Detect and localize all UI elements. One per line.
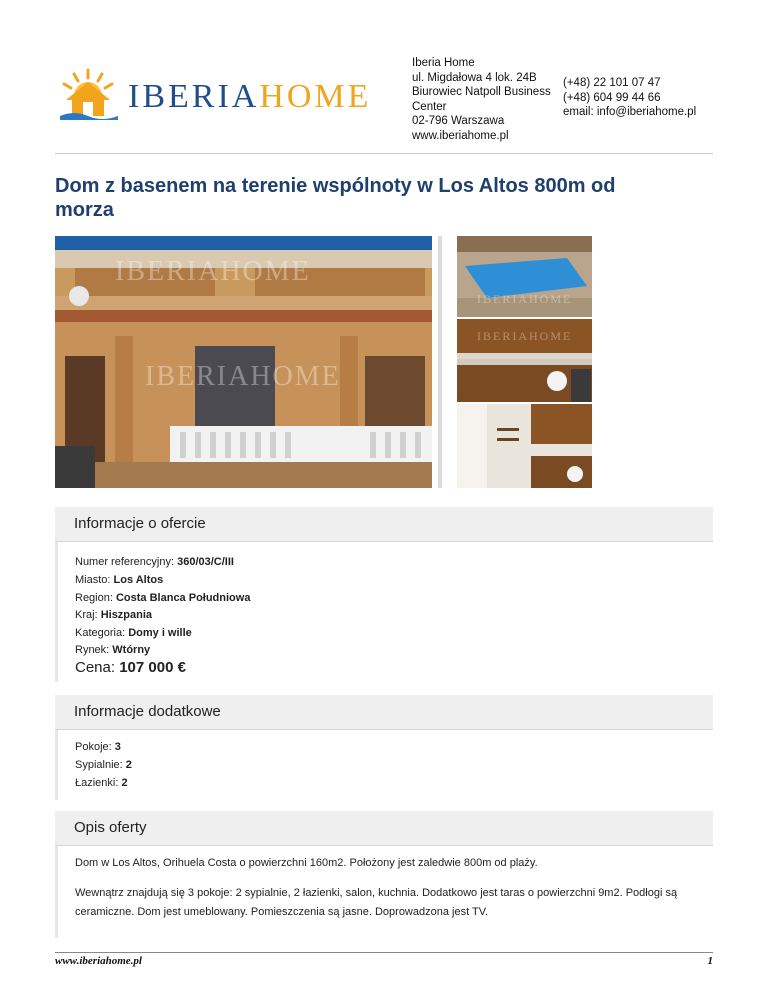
email-link[interactable]: email: info@iberiahome.pl bbox=[563, 106, 697, 118]
detail-label: Pokoje: bbox=[75, 741, 115, 753]
offer-details bbox=[55, 542, 716, 682]
page-number: 1 bbox=[707, 955, 713, 967]
detail-value: 2 bbox=[125, 759, 132, 771]
section-header-description bbox=[55, 811, 713, 846]
phone-number[interactable]: (+48) 604 99 44 66 bbox=[563, 91, 661, 104]
photo-watermark: IBERIAHOME bbox=[477, 292, 573, 306]
section-header-offer bbox=[55, 507, 713, 542]
thumbnail-1[interactable] bbox=[457, 236, 592, 317]
detail-row-market bbox=[75, 644, 150, 656]
extra-details bbox=[55, 730, 716, 800]
detail-row-category bbox=[75, 627, 192, 639]
kitchen-detail-photo bbox=[457, 404, 592, 488]
detail-label: Rynek: bbox=[75, 644, 113, 656]
detail-value: Costa Blanca Południowa bbox=[115, 592, 251, 604]
logo-text-home: HOME bbox=[259, 78, 372, 115]
section-heading: Informacje o ofercie bbox=[74, 515, 206, 532]
price-value: 107 000 € bbox=[119, 659, 186, 676]
section-heading: Opis oferty bbox=[74, 819, 147, 836]
detail-row-bedrooms bbox=[75, 759, 132, 771]
price-label: Cena: bbox=[75, 659, 120, 676]
detail-row-region bbox=[75, 592, 250, 604]
description-paragraph: Dom w Los Altos, Orihuela Costa o powierzchni 160m2. Położony jest zaledwie 800m od plaży. bbox=[75, 857, 538, 869]
header-divider bbox=[55, 153, 713, 154]
detail-label: Łazienki: bbox=[75, 777, 122, 789]
page-header bbox=[0, 0, 768, 160]
phone-number[interactable]: (+48) 22 101 07 47 bbox=[563, 77, 661, 89]
address-line: 02-796 Warszawa bbox=[412, 115, 505, 127]
detail-row-country bbox=[75, 609, 152, 621]
page-title: Dom z basenem na terenie wspólnoty w Los Altos 800m od morza bbox=[55, 175, 616, 221]
detail-label: Kategoria: bbox=[75, 627, 129, 639]
footer-website[interactable]: www.iberiahome.pl bbox=[55, 955, 142, 967]
thumbnail-2[interactable] bbox=[457, 319, 592, 402]
detail-value: 2 bbox=[121, 777, 128, 789]
address-line: Iberia Home bbox=[412, 57, 475, 69]
detail-value: Hiszpania bbox=[100, 609, 153, 621]
detail-row-bathrooms bbox=[75, 777, 128, 789]
price bbox=[75, 659, 186, 676]
detail-label: Kraj: bbox=[75, 609, 101, 621]
website-link[interactable]: www.iberiahome.pl bbox=[412, 129, 509, 142]
photo-watermark: IBERIAHOME bbox=[477, 329, 573, 343]
section-header-extra bbox=[55, 695, 713, 730]
detail-value: Domy i wille bbox=[128, 627, 192, 639]
house-sun-icon bbox=[58, 66, 122, 122]
photo-divider bbox=[438, 236, 442, 488]
iberiahome-logo[interactable] bbox=[58, 66, 378, 122]
section-heading: Informacje dodatkowe bbox=[74, 703, 221, 720]
address-line: Center bbox=[412, 100, 447, 113]
thumbnail-3[interactable] bbox=[457, 404, 592, 488]
address-line: Biurowiec Natpoll Business bbox=[412, 86, 551, 98]
detail-value: Los Altos bbox=[113, 574, 164, 586]
address-line: ul. Migdałowa 4 lok. 24B bbox=[412, 71, 537, 84]
detail-value: 3 bbox=[114, 741, 121, 753]
detail-label: Sypialnie: bbox=[75, 759, 126, 771]
footer-divider bbox=[55, 952, 713, 953]
company-address bbox=[412, 56, 562, 143]
detail-value: 360/03/C/III bbox=[177, 556, 234, 568]
detail-row-reference bbox=[75, 556, 234, 568]
photo-watermark: IBERIAHOME bbox=[115, 256, 311, 287]
photo-watermark: IBERIAHOME bbox=[145, 361, 341, 392]
detail-row-rooms bbox=[75, 741, 121, 753]
detail-label: Miasto: bbox=[75, 574, 114, 586]
description-paragraph: Wewnątrz znajdują się 3 pokoje: 2 sypialnie, 2 łazienki, salon, kuchnia. Dodatkowo jest taras o powierzchni 9m2. Podłogi są ceramiczne. Dom jest umeblowany. Pomieszczenia są jasne. Doprowadzona jest TV. bbox=[75, 887, 678, 918]
detail-value: Wtórny bbox=[112, 644, 151, 656]
detail-row-city bbox=[75, 574, 163, 586]
company-contact bbox=[563, 76, 696, 120]
detail-label: Region: bbox=[75, 592, 116, 604]
detail-label: Numer referencyjny: bbox=[75, 556, 178, 568]
logo-text-iberia: IBERIA bbox=[128, 78, 260, 115]
logo-wordmark bbox=[128, 78, 371, 116]
main-photo[interactable] bbox=[55, 236, 432, 488]
description-body bbox=[55, 846, 716, 938]
